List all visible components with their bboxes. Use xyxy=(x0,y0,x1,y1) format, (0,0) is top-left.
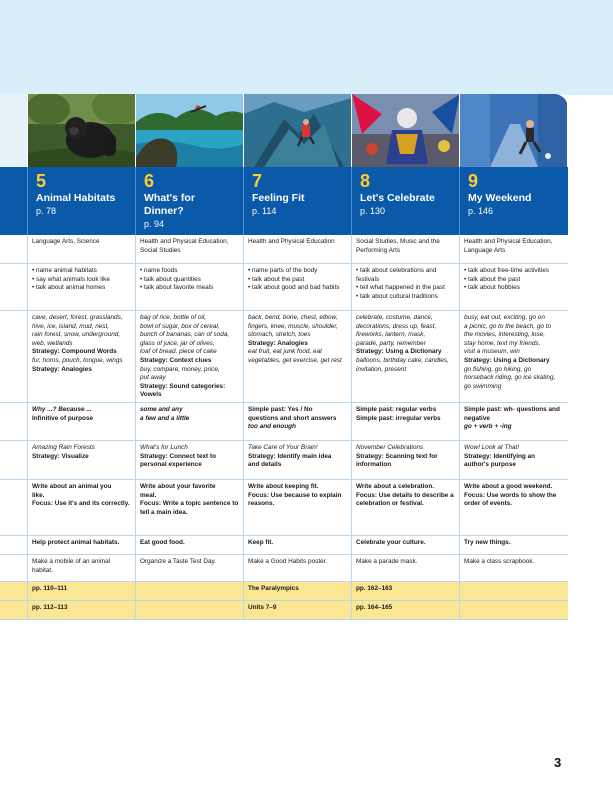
cell-line: Try new things. xyxy=(464,539,511,546)
cell-line: busy, eat out, exciting, go on xyxy=(464,314,545,321)
unit-header-5 xyxy=(27,167,135,235)
table-cell xyxy=(27,441,135,479)
unit-title: Feeling Fit xyxy=(252,192,305,204)
row-label-cell xyxy=(0,311,27,402)
row-label-cell xyxy=(0,441,27,479)
cell-line: Strategy: Analogies xyxy=(248,339,308,347)
cell-line: Infinitive of purpose xyxy=(32,414,94,422)
cell-line: Health and Physical Education, xyxy=(140,238,229,245)
unit-page: p. 78 xyxy=(36,206,57,216)
table-cell xyxy=(243,480,351,535)
cell-line: the movies, interesting, lose, xyxy=(464,331,545,339)
unit-photo-street xyxy=(459,94,567,167)
cell-line: hive, ice, island, mud, nest, xyxy=(32,322,110,330)
table-cell xyxy=(135,536,243,554)
cell-line: Health and Physical Education, xyxy=(464,238,553,245)
cell-line: bunch of bananas, can of soda, xyxy=(140,331,230,339)
cell-line: parade, party, remember xyxy=(356,339,426,347)
cell-line: rain forest, snow, underground, xyxy=(32,331,121,339)
cell-line: Social Studies, Music and the xyxy=(356,238,440,245)
cell-line: Make a parade mask. xyxy=(356,558,418,565)
unit-header-row xyxy=(0,167,568,235)
page-header-band xyxy=(0,0,613,95)
cell-line: horseback riding, go ice skating, xyxy=(464,374,556,382)
table-cell xyxy=(135,311,243,402)
review-cell: The Paralympics xyxy=(243,582,351,600)
table-cell xyxy=(243,311,351,402)
cell-line: put away xyxy=(140,374,166,382)
unit-header-spacer xyxy=(0,167,27,235)
review-cell xyxy=(459,601,567,619)
row-label-cell xyxy=(0,555,27,581)
cell-line: Make a class scrapbook. xyxy=(464,558,535,565)
cell-line: Strategy: Sound categories: xyxy=(140,382,226,390)
cell-line: • name animal habitats xyxy=(32,267,97,274)
cell-line: Make a mobile of an animal xyxy=(32,558,111,565)
cell-line: Vowels xyxy=(140,391,162,399)
cell-line: Simple past: regular verbs xyxy=(356,406,437,413)
unit-page: p. 146 xyxy=(468,206,494,216)
cell-line: • name parts of the body xyxy=(248,267,318,274)
table-cell xyxy=(243,536,351,554)
table-cell xyxy=(243,555,351,581)
cell-line: Write about an animal you xyxy=(32,483,112,490)
unit-header-7 xyxy=(243,167,351,235)
cell-line: Organize a Taste Test Day. xyxy=(140,558,217,565)
cell-line: celebration or festival. xyxy=(356,500,424,508)
cell-line: Strategy: Identify main idea xyxy=(248,452,332,460)
cell-line: Wow! Look at That! xyxy=(464,444,520,451)
cell-line: a few and a little xyxy=(140,414,190,422)
cell-line: • talk about the past xyxy=(248,275,305,283)
cell-line: Keep fit. xyxy=(248,539,274,546)
cell-line: Focus: Write a topic sentence to xyxy=(140,500,239,508)
cell-line: loaf of bread, piece of cake xyxy=(140,348,217,356)
cell-line: • talk about hobbies xyxy=(464,284,520,292)
cell-line: festivals xyxy=(356,275,380,283)
cell-line: stay home, text my friends, xyxy=(464,339,541,347)
table-row-values xyxy=(0,536,568,555)
cell-line: Focus: Use because to explain xyxy=(248,491,342,499)
cell-line: Write about keeping fit. xyxy=(248,483,319,490)
cell-line: Take Care of Your Brain! xyxy=(248,444,318,451)
table-cell xyxy=(459,555,567,581)
cell-line: Performing Arts xyxy=(356,246,401,254)
unit-header-6 xyxy=(135,167,243,235)
cell-line: information xyxy=(356,461,392,469)
unit-photo-gorilla xyxy=(27,94,135,167)
unit-number: 7 xyxy=(252,171,263,191)
cell-line: Focus: Use details to describe a xyxy=(356,491,454,499)
cell-line: Strategy: Scanning text for xyxy=(356,452,438,460)
cell-line: fur, horns, pouch, tongue, wings xyxy=(32,356,123,364)
cell-line: Language Arts, Science xyxy=(32,238,100,245)
cell-line: a picnic, go to the beach, go to xyxy=(464,322,552,330)
table-cell xyxy=(351,441,459,479)
cell-line: like. xyxy=(32,491,45,499)
table-row-reading xyxy=(0,441,568,480)
cell-line: Simple past: wh- questions and xyxy=(464,406,560,413)
review-cell xyxy=(459,582,567,600)
table-cell xyxy=(135,555,243,581)
unit-title: What's for Dinner? xyxy=(144,192,195,217)
unit-photo-parade xyxy=(351,94,459,167)
cell-line: decorations, dress up, feast, xyxy=(356,322,437,330)
cell-line: celebrate, costume, dance, xyxy=(356,314,433,321)
table-cell xyxy=(135,480,243,535)
cell-line: Social Studies xyxy=(140,246,181,254)
cell-line: questions and short answers xyxy=(248,414,337,422)
row-label-cell xyxy=(0,601,27,619)
cell-line: Strategy: Compound Words xyxy=(32,348,117,356)
table-cell xyxy=(351,403,459,440)
cell-line: Simple past: irregular verbs xyxy=(356,414,441,422)
cell-line: • say what animals look like xyxy=(32,275,110,283)
table-cell xyxy=(135,264,243,310)
table-cell xyxy=(351,264,459,310)
cell-line: Strategy: Using a Dictionary xyxy=(464,356,550,364)
cell-line: Focus: Use it's and its correctly. xyxy=(32,500,130,508)
table-row-writing xyxy=(0,480,568,536)
review-cell: pp. 164–165 xyxy=(351,601,459,619)
review-row xyxy=(0,601,568,620)
cell-line: meal. xyxy=(140,491,157,499)
cell-line: Eat good food. xyxy=(140,539,185,546)
table-row-objectives xyxy=(0,264,568,311)
cell-line: vegetables, get exercise, get rest xyxy=(248,356,342,364)
cell-line: • talk about good and bad habits xyxy=(248,284,340,292)
unit-photo-row xyxy=(0,94,568,167)
table-cell xyxy=(351,235,459,263)
review-cell: Units 7–9 xyxy=(243,601,351,619)
cell-line: Help protect animal habitats. xyxy=(32,539,120,546)
row-label-cell xyxy=(0,536,27,554)
table-cell xyxy=(135,235,243,263)
cell-line: personal experience xyxy=(140,461,202,469)
cell-line: Strategy: Connect text to xyxy=(140,452,216,460)
cell-line: invitation, present xyxy=(356,365,407,373)
cell-line: buy, compare, money, price, xyxy=(140,365,220,373)
table-cell xyxy=(27,235,135,263)
review-cell: pp. 110–111 xyxy=(27,582,135,600)
table-cell xyxy=(27,311,135,402)
cell-line: • talk about celebrations and xyxy=(356,267,437,274)
cell-line: Write about your favorite xyxy=(140,483,216,490)
table-cell xyxy=(243,441,351,479)
table-cell xyxy=(27,536,135,554)
unit-title: My Weekend xyxy=(468,192,532,204)
cell-line: go fishing, go hiking, go xyxy=(464,365,532,373)
table-cell xyxy=(351,536,459,554)
cell-line: stomach, stretch, toes xyxy=(248,331,311,339)
cell-line: Strategy: Analogies xyxy=(32,365,92,373)
cell-line: Make a Good Habits poster. xyxy=(248,558,328,565)
table-row-content-areas xyxy=(0,235,568,264)
row-label-cell xyxy=(0,480,27,535)
review-cell xyxy=(135,601,243,619)
cell-line: Strategy: Context clues xyxy=(140,356,212,364)
cell-line: author's purpose xyxy=(464,461,516,469)
cell-line: bag of rice, bottle of oil, xyxy=(140,314,207,321)
cell-line: habitat. xyxy=(32,566,53,574)
cell-line: order of events. xyxy=(464,500,512,508)
table-cell xyxy=(459,480,567,535)
cell-line: back, bend, bone, chest, elbow, xyxy=(248,314,338,321)
cell-line: web, wetlands xyxy=(32,339,73,347)
row-label-cell xyxy=(0,264,27,310)
cell-line: • name foods xyxy=(140,267,178,274)
unit-title: Let's Celebrate xyxy=(360,192,435,204)
unit-header-9 xyxy=(459,167,567,235)
row-label-cell xyxy=(0,582,27,600)
cell-line: glass of juice, jar of olives, xyxy=(140,339,215,347)
review-cell xyxy=(135,582,243,600)
table-cell xyxy=(135,403,243,440)
cell-line: Celebrate your culture. xyxy=(356,539,426,546)
cell-line: November Celebrations xyxy=(356,444,424,451)
cell-line: tell a main idea. xyxy=(140,508,188,516)
table-cell xyxy=(351,311,459,402)
cell-line: Write about a good weekend. xyxy=(464,483,553,490)
unit-page: p. 94 xyxy=(144,219,165,229)
review-cell: pp. 162–163 xyxy=(351,582,459,600)
unit-page: p. 114 xyxy=(252,206,277,216)
cell-line: cave, desert, forest, grasslands, xyxy=(32,314,123,321)
cell-line: go + verb + -ing xyxy=(464,423,512,431)
unit-photo-climber xyxy=(243,94,351,167)
cell-line: reasons. xyxy=(248,500,275,508)
table-cell xyxy=(459,264,567,310)
table-cell xyxy=(351,480,459,535)
cell-line: eat fruit, eat junk food, eat xyxy=(248,348,322,356)
cell-line: Strategy: Visualize xyxy=(32,452,89,460)
cell-line: • talk about animal homes xyxy=(32,284,106,292)
cell-line: balloons, birthday cake, candles, xyxy=(356,356,449,364)
cell-line: some and any xyxy=(140,406,183,413)
cell-line: go swimming xyxy=(464,382,502,390)
table-row-projects xyxy=(0,555,568,582)
table-cell xyxy=(459,536,567,554)
table-cell xyxy=(459,403,567,440)
unit-title: Animal Habitats xyxy=(36,192,116,204)
cell-line: Strategy: Using a Dictionary xyxy=(356,348,442,356)
cell-line: Strategy: Identifying an xyxy=(464,452,536,460)
cell-line: • talk about free-time activities xyxy=(464,267,549,274)
cell-line: Amazing Rain Forests xyxy=(32,444,95,451)
row-label-spacer xyxy=(0,94,27,167)
table-body xyxy=(0,235,568,620)
review-row xyxy=(0,582,568,601)
cell-line: What's for Lunch xyxy=(140,444,188,451)
unit-number: 8 xyxy=(360,171,371,191)
table-cell xyxy=(27,480,135,535)
unit-number: 9 xyxy=(468,171,479,191)
unit-header-8 xyxy=(351,167,459,235)
table-row-grammar xyxy=(0,403,568,441)
page-number: 3 xyxy=(554,755,562,770)
table-cell xyxy=(459,235,567,263)
table-cell xyxy=(459,441,567,479)
cell-line: Why ...? Because ... xyxy=(32,406,92,413)
cell-line: • talk about the past xyxy=(464,275,521,283)
cell-line: bowl of sugar, box of cereal, xyxy=(140,322,220,330)
unit-number: 5 xyxy=(36,171,47,191)
cell-line: • talk about quantities xyxy=(140,275,201,283)
cell-line: Focus: Use words to show the xyxy=(464,491,557,499)
review-cell: pp. 112–113 xyxy=(27,601,135,619)
table-cell xyxy=(243,264,351,310)
table-cell xyxy=(243,403,351,440)
cell-line: fireworks, lantern, mask, xyxy=(356,331,426,339)
unit-page: p. 130 xyxy=(360,206,386,216)
table-cell xyxy=(351,555,459,581)
unit-number: 6 xyxy=(144,171,155,191)
table-cell xyxy=(459,311,567,402)
cell-line: Write about a celebration. xyxy=(356,483,435,490)
cell-line: negative xyxy=(464,414,490,422)
row-label-cell xyxy=(0,235,27,263)
cell-line: • talk about favorite meals xyxy=(140,284,214,292)
row-label-cell xyxy=(0,403,27,440)
cell-line: • tell what happened in the past xyxy=(356,284,445,292)
cell-line: and details xyxy=(248,461,282,469)
cell-line: Health and Physical Education xyxy=(248,238,335,245)
scope-and-sequence-table xyxy=(0,94,568,620)
table-cell xyxy=(27,555,135,581)
table-cell xyxy=(27,403,135,440)
table-cell xyxy=(243,235,351,263)
cell-line: Language Arts xyxy=(464,246,506,254)
cell-line: fingers, knee, muscle, shoulder, xyxy=(248,322,338,330)
unit-photo-lagoon xyxy=(135,94,243,167)
cell-line: • talk about cultural traditions xyxy=(356,292,438,300)
table-cell xyxy=(27,264,135,310)
table-cell xyxy=(135,441,243,479)
cell-line: Simple past: Yes / No xyxy=(248,406,313,413)
cell-line: too and enough xyxy=(248,423,296,431)
cell-line: visit a museum, win xyxy=(464,348,520,356)
table-row-vocabulary xyxy=(0,311,568,403)
